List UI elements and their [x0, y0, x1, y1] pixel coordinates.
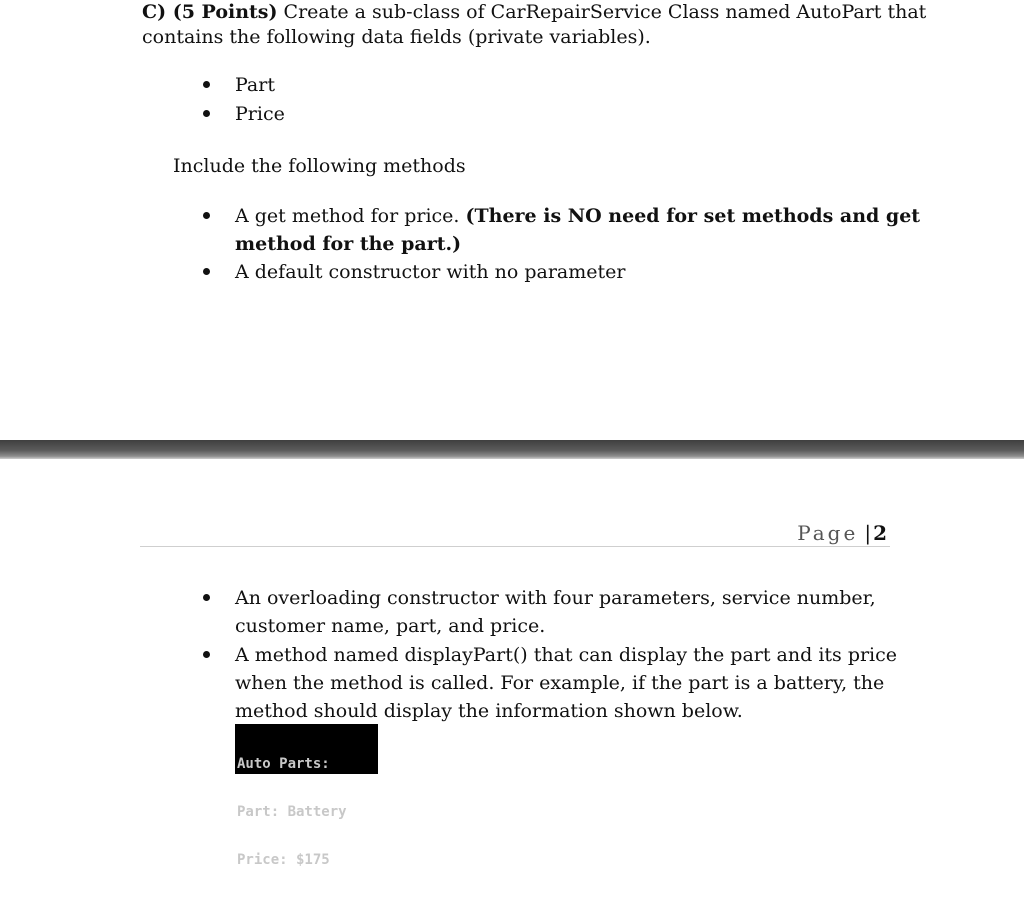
bullet-icon	[203, 268, 210, 275]
field-part: Part	[235, 74, 275, 96]
list-item	[0, 202, 1024, 258]
document-page-2	[0, 459, 1024, 868]
console-output-example	[235, 724, 378, 868]
list-item	[0, 584, 1024, 640]
header-divider	[140, 546, 890, 547]
list-item	[0, 258, 1024, 286]
data-fields-list	[0, 71, 1024, 128]
bullet-icon	[203, 110, 210, 117]
console-line-price: Price: $175	[237, 852, 330, 868]
default-constructor-text: A default constructor with no parameter	[235, 261, 626, 283]
methods-intro: Include the following methods	[173, 155, 466, 177]
display-part-line3: method should display the information shown below.	[235, 700, 743, 722]
constructor-methods-list	[0, 584, 1024, 725]
bullet-icon	[203, 212, 210, 219]
bullet-icon	[203, 651, 210, 658]
document-page-1	[0, 0, 1024, 440]
field-price: Price	[235, 103, 285, 125]
list-item	[0, 100, 1024, 128]
question-heading	[142, 0, 926, 50]
page-number: 2	[873, 521, 887, 545]
methods-list	[0, 202, 1024, 286]
page-number-header	[797, 521, 887, 545]
question-heading-text: Create a sub-class of CarRepairService Class named AutoPart that	[277, 1, 927, 23]
question-heading-line2: contains the following data fields (private variables).	[142, 26, 651, 48]
page-label-text: Page	[797, 521, 859, 545]
overloading-constructor-line2: customer name, part, and price.	[235, 615, 546, 637]
page-separator	[0, 440, 1024, 459]
get-method-note-line2: method for the part.)	[235, 233, 462, 255]
list-item	[0, 71, 1024, 99]
list-item	[0, 641, 1024, 725]
bullet-icon	[203, 81, 210, 88]
get-method-note: (There is NO need for set methods and get	[465, 205, 921, 227]
display-part-line2: when the method is called. For example, if the part is a battery, the	[235, 672, 885, 694]
display-part-line1: A method named displayPart() that can display the part and its price	[235, 644, 898, 666]
get-method-text: A get method for price.	[235, 205, 466, 227]
page-label-separator: |	[864, 521, 872, 545]
console-line-title: Auto Parts:	[237, 756, 330, 772]
console-line-part: Part: Battery	[237, 804, 347, 820]
bullet-icon	[203, 594, 210, 601]
question-points-label: C) (5 Points)	[142, 1, 278, 23]
overloading-constructor-line1: An overloading constructor with four parameters, service number,	[235, 587, 876, 609]
